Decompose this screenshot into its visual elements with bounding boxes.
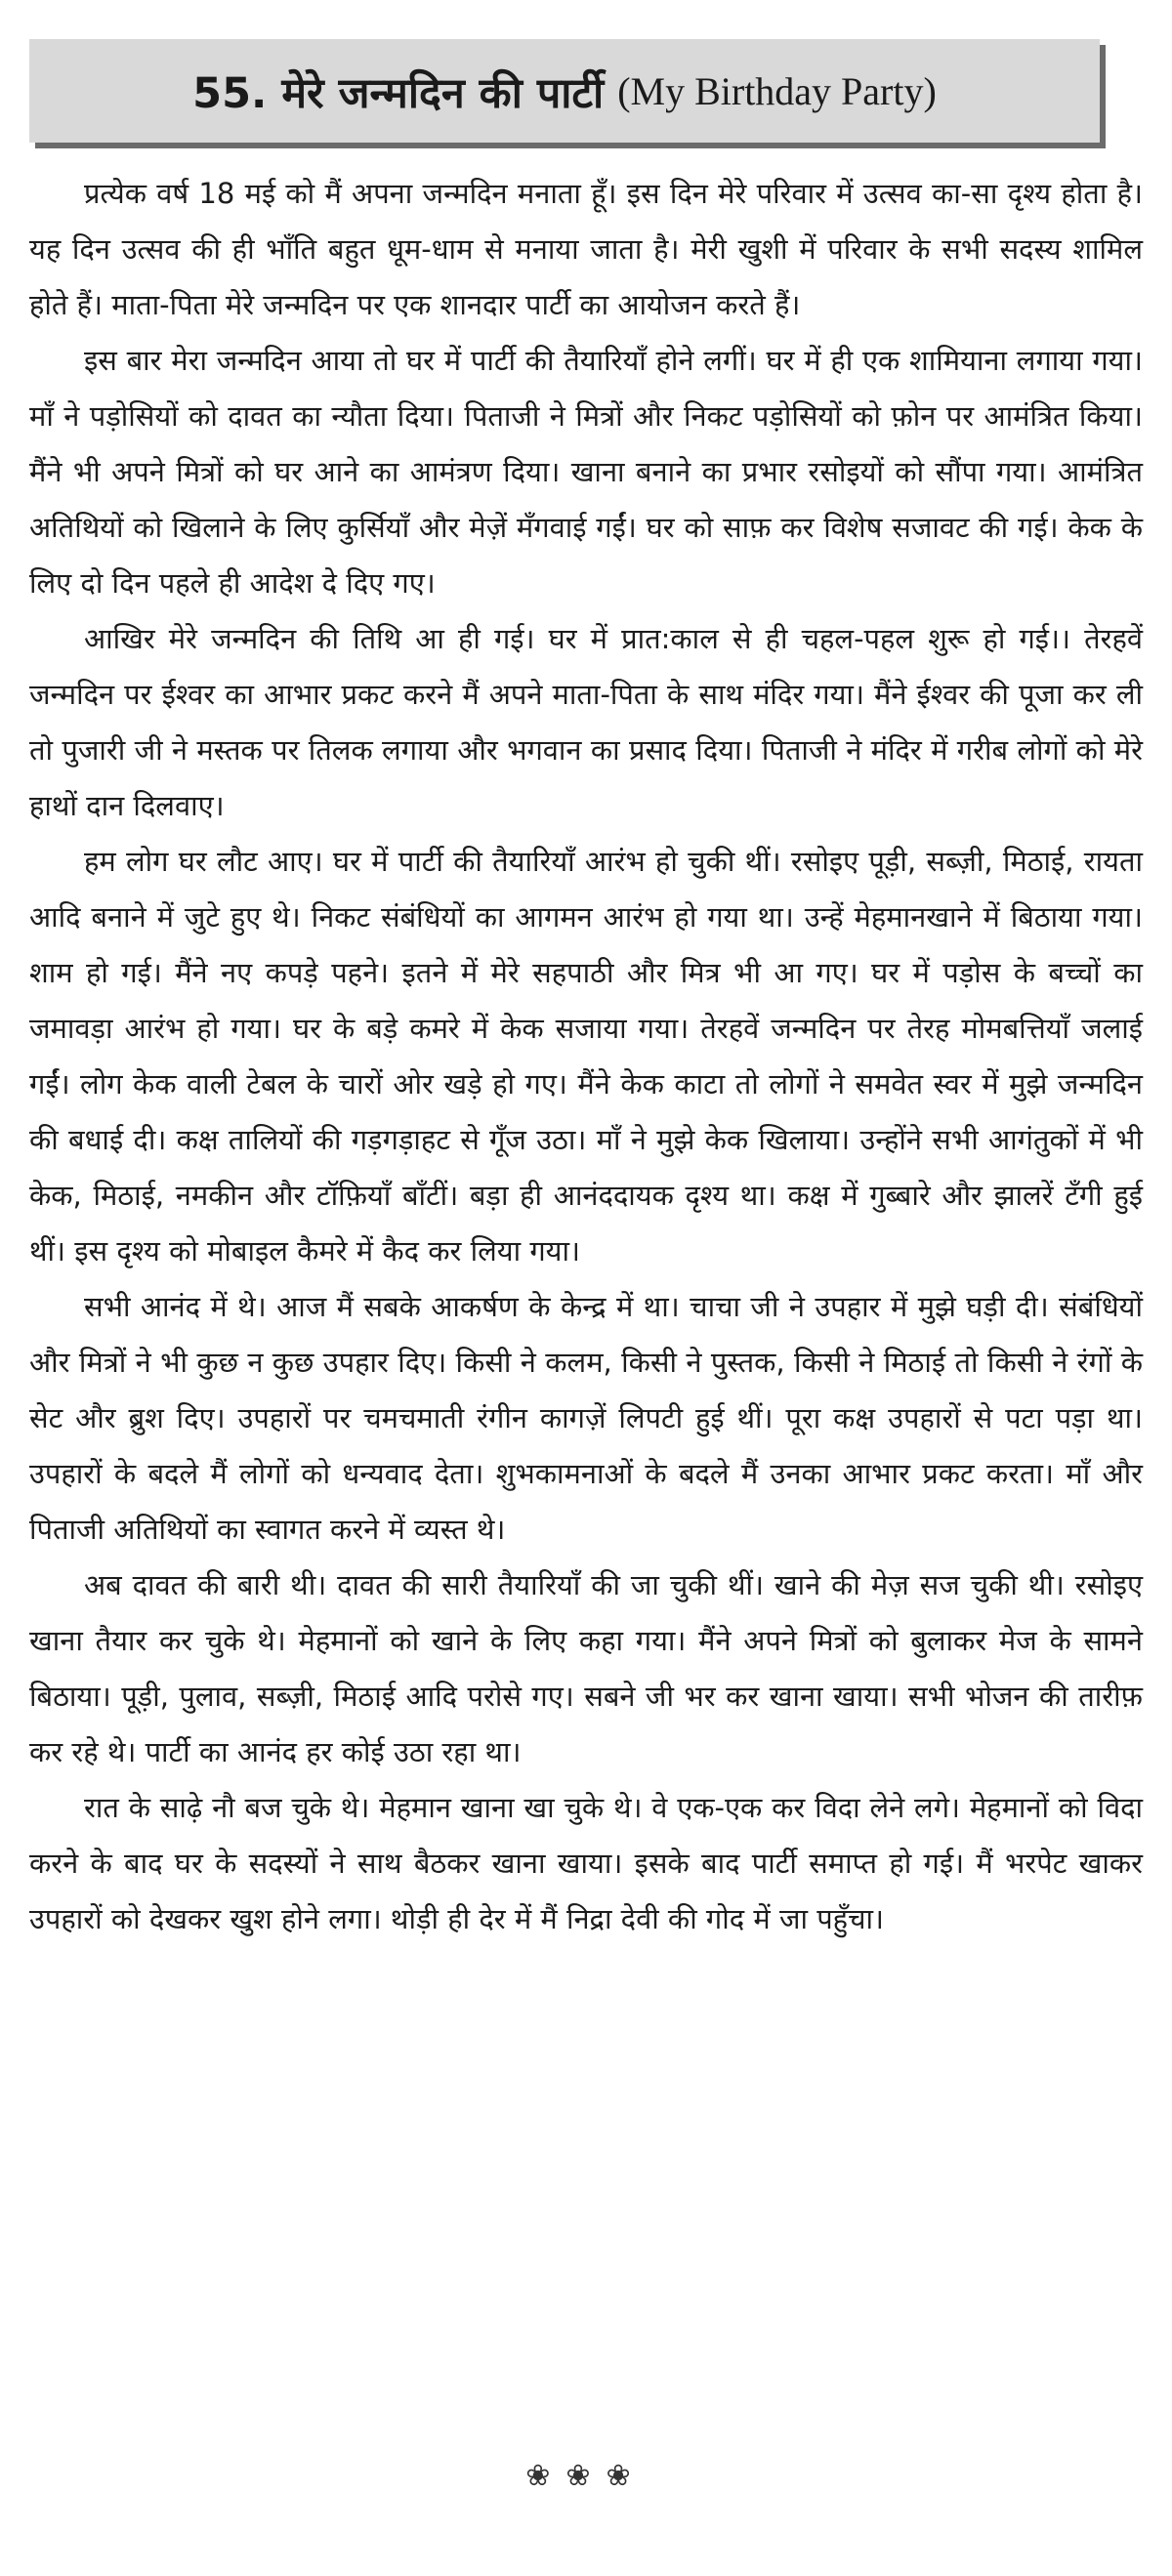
- paragraph-4: हम लोग घर लौट आए। घर में पार्टी की तैयारियाँ आरंभ हो चुकी थीं। रसोइए पूड़ी, सब्ज़ी, मिठाई, रायता आदि बनाने में जुटे हुए थे। निकट संबंधियों का आगमन आरंभ हो गया था। उन्हें मेहमानखाने में बिठाया गया। शाम हो गई। मैंने नए कपड़े पहने। इतने में मेरे सहपाठी और मित्र भी आ गए। घर में पड़ोस के बच्चों का जमावड़ा आरंभ हो गया। घर के बड़े कमरे में केक सजाया गया। तेरहवें जन्मदिन पर तेरह मोमबत्तियाँ जलाई गईं। लोग केक वाली टेबल के चारों ओर खड़े हो गए। मैंने केक काटा तो लोगों ने समवेत स्वर में मुझे जन्मदिन की बधाई दी। कक्ष तालियों की गड़गड़ाहट से गूँज उठा। माँ ने मुझे केक खिलाया। उन्होंने सभी आगंतुकों में भी केक, मिठाई, नमकीन और टॉफ़ियाँ बाँटीं। बड़ा ही आनंददायक दृश्य था। कक्ष में गुब्बारे और झालरें टँगी हुई थीं। इस दृश्य को मोबाइल कैमरे में कैद कर लिया गया।: [29, 845, 1143, 1267]
- flower-ornament-icon: ❀❀❀: [525, 2459, 647, 2493]
- paragraph-3: आखिर मेरे जन्मदिन की तिथि आ ही गई। घर में प्रात:काल से ही चहल-पहल शुरू हो गई।। तेरहवें जन्मदिन पर ईश्वर का आभार प्रकट करने मैं अपने माता-पिता के साथ मंदिर गया। मैंने ईश्वर की पूजा कर ली तो पुजारी जी ने मस्तक पर तिलक लगाया और भगवान का प्रसाद दिया। पिताजी ने मंदिर में गरीब लोगों को मेरे हाथों दान दिलवाए।: [29, 622, 1143, 822]
- paragraph-6: अब दावत की बारी थी। दावत की सारी तैयारियाँ की जा चुकी थीं। खाने की मेज़ सज चुकी थी। रसोइए खाना तैयार कर चुके थे। मेहमानों को खाने के लिए कहा गया। मैंने अपने मित्रों को बुलाकर मेज के सामने बिठाया। पूड़ी, पुलाव, सब्ज़ी, मिठाई आदि परोसे गए। सबने जी भर कर खाना खाया। सभी भोजन की तारीफ़ कर रहे थे। पार्टी का आनंद हर कोई उठा रहा था।: [29, 1568, 1143, 1768]
- essay-title: 55. मेरे जन्मदिन की पार्टी: [192, 68, 605, 118]
- paragraph-5: सभी आनंद में थे। आज मैं सबके आकर्षण के केन्द्र में था। चाचा जी ने उपहार में मुझे घड़ी दी। संबंधियों और मित्रों ने भी कुछ न कुछ उपहार दिए। किसी ने कलम, किसी ने पुस्तक, किसी ने मिठाई तो किसी ने रंगों के सेट और ब्रुश दिए। उपहारों पर चमचमाती रंगीन कागज़ें लिपटी हुई थीं। पूरा कक्ष उपहारों से पटा पड़ा था। उपहारों के बदले मैं लोगों को धन्यवाद देता। शुभकामनाओं के बदले मैं उनका आभार प्रकट करता। माँ और पिताजी अतिथियों का स्वागत करने में व्यस्त थे।: [29, 1290, 1143, 1546]
- essay-body: [29, 166, 1143, 1947]
- title-banner: [29, 39, 1100, 143]
- essay-title-english: (My Birthday Party): [617, 68, 937, 113]
- paragraph-7: रात के साढ़े नौ बज चुके थे। मेहमान खाना खा चुके थे। वे एक-एक कर विदा लेने लगे। मेहमानों को विदा करने के बाद घर के सदस्यों ने साथ बैठकर खाना खाया। इसके बाद पार्टी समाप्त हो गई। मैं भरपेट खाकर उपहारों को देखकर खुश होने लगा। थोड़ी ही देर में मैं निद्रा देवी की गोद में जा पहुँचा।: [29, 1791, 1143, 1935]
- paragraph-2: इस बार मेरा जन्मदिन आया तो घर में पार्टी की तैयारियाँ होने लगीं। घर में ही एक शामियाना लगाया गया। माँ ने पड़ोसियों को दावत का न्यौता दिया। पिताजी ने मित्रों और निकट पड़ोसियों को फ़ोन पर आमंत्रित किया। मैंने भी अपने मित्रों को घर आने का आमंत्रण दिया। खाना बनाने का प्रभार रसोइयों को सौंपा गया। आमंत्रित अतिथियों को खिलाने के लिए कुर्सियाँ और मेज़ें मँगवाई गईं। घर को साफ़ कर विशेष सजावट की गई। केक के लिए दो दिन पहले ही आदेश दे दिए गए।: [29, 344, 1143, 600]
- paragraph-1: प्रत्येक वर्ष 18 मई को मैं अपना जन्मदिन मनाता हूँ। इस दिन मेरे परिवार में उत्सव का-सा दृश्य होता है। यह दिन उत्सव की ही भाँति बहुत धूम-धाम से मनाया जाता है। मेरी खुशी में परिवार के सभी सदस्य शामिल होते हैं। माता-पिता मेरे जन्मदिन पर एक शानदार पार्टी का आयोजन करते हैं।: [29, 177, 1143, 321]
